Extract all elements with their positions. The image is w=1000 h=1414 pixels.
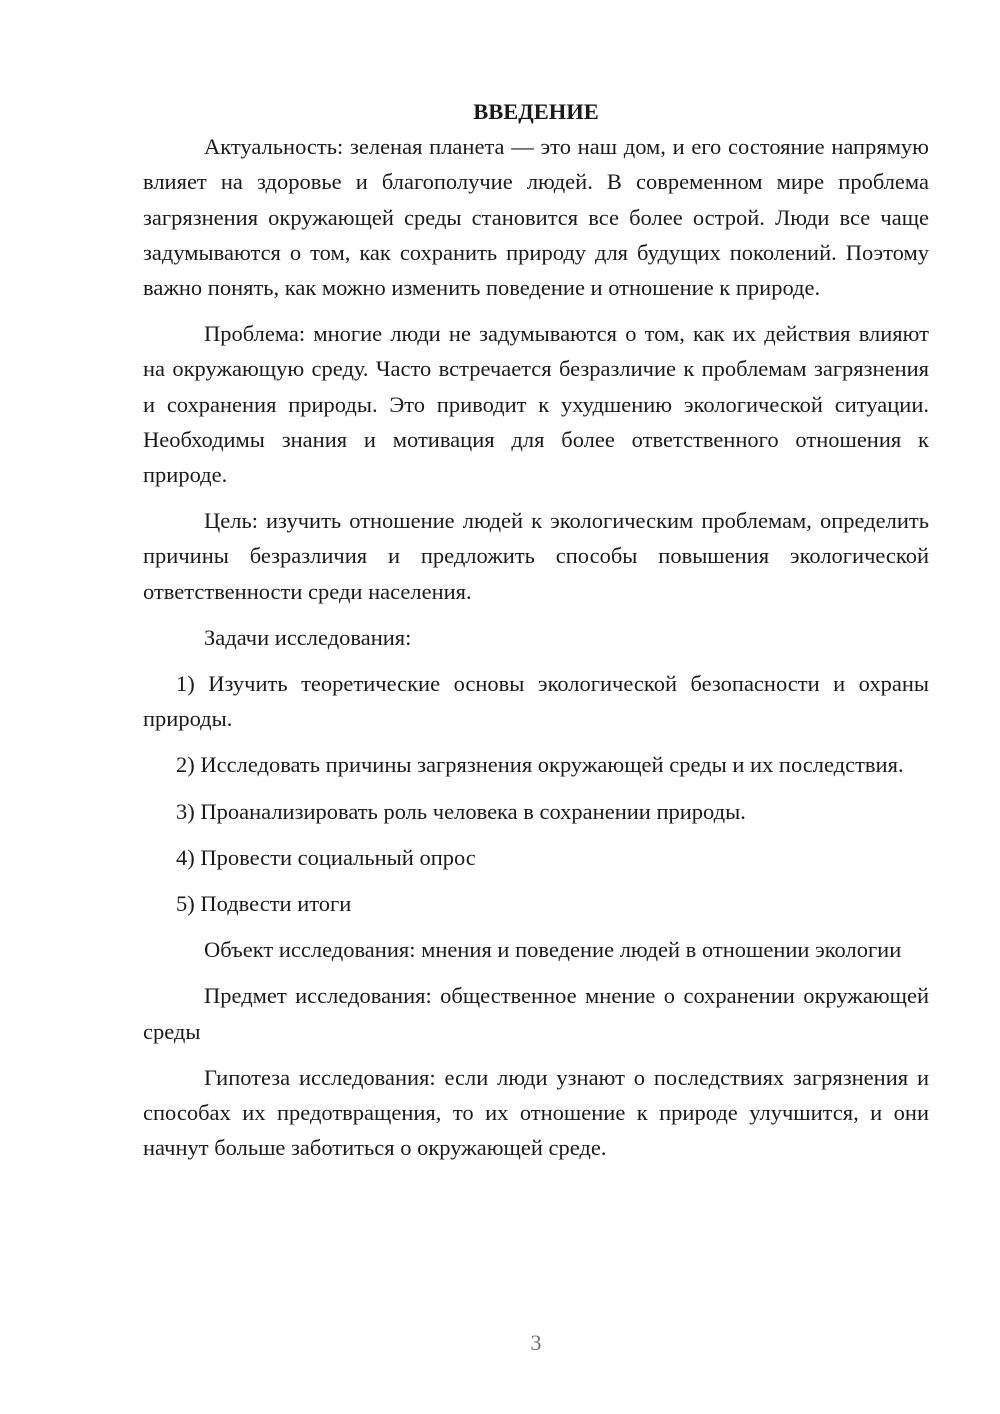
task-item-3: 3) Проанализировать роль человека в сохранении природы. — [176, 798, 746, 824]
task-item-5: 5) Подвести итоги — [176, 891, 352, 917]
paragraph-problem: Проблема: многие люди не задумываются о том, как их действия влияют на окружающую среду. Часто встречается безразличие к проблемам загрязнения и сохранения природы. Это приводит к ухудшению экологической ситуации. Необходимы знания и мотивация для более ответственного отношения к природе. — [143, 321, 929, 488]
task-item-2: 2) Исследовать причины загрязнения окружающей среды и их последствия. — [176, 752, 904, 778]
tasks-heading: Задачи исследования: — [204, 624, 412, 650]
paragraph-object: Объект исследования: мнения и поведение людей в отношении экологии — [204, 937, 902, 963]
paragraph-subject: Предмет исследования: общественное мнение о сохранении окружающей среды — [143, 983, 929, 1044]
page-content — [143, 94, 929, 1165]
task-item-1: 1) Изучить теоретические основы экологической безопасности и охраны природы. — [143, 671, 929, 732]
paragraph-relevance: Актуальность: зеленая планета — это наш дом, и его состояние напрямую влияет на здоровье и благополучие людей. В современном мире проблема загрязнения окружающей среды становится все более острой. Люди все чаще задумываются о том, как сохранить природу для будущих поколений. Поэтому важно понять, как можно изменить поведение и отношение к природе. — [143, 134, 929, 301]
page-number: 3 — [530, 1330, 542, 1355]
task-item-4: 4) Провести социальный опрос — [176, 844, 476, 870]
page-title: ВВЕДЕНИЕ — [473, 99, 599, 124]
paragraph-hypothesis: Гипотеза исследования: если люди узнают о последствиях загрязнения и способах их предотвращения, то их отношение к природе улучшится, и они начнут больше заботиться о окружающей среде. — [143, 1064, 929, 1161]
paragraph-goal: Цель: изучить отношение людей к экологическим проблемам, определить причины безразличия и предложить способы повышения экологической ответственности среди населения. — [143, 508, 929, 604]
